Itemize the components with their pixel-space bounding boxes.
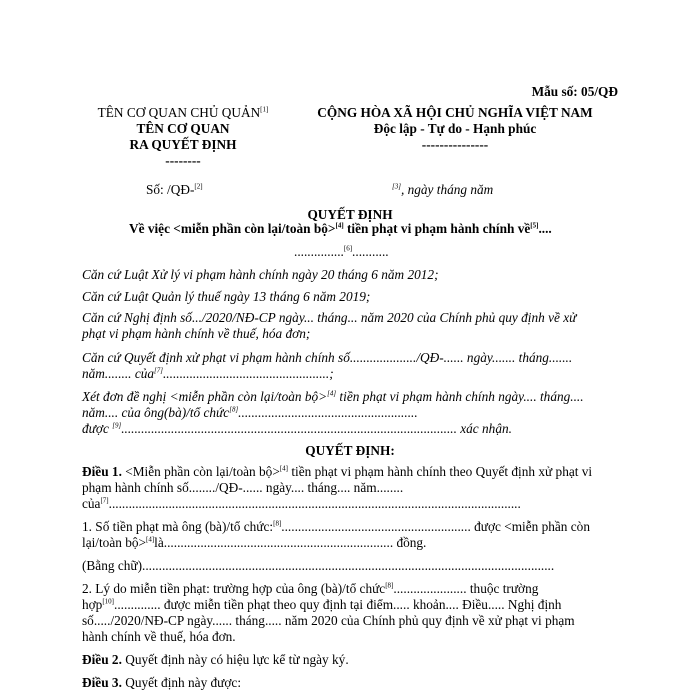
place-date: [3], ngày tháng năm <box>392 182 494 197</box>
article3: Điều 3. Quyết định này được: <box>82 675 242 690</box>
header-right <box>290 105 620 153</box>
national-motto: Độc lập - Tự do - Hạnh phúc <box>373 121 537 136</box>
left-divider: -------- <box>165 153 201 168</box>
agency-name: TÊN CƠ QUAN <box>136 121 230 136</box>
national-title: CỘNG HÒA XÃ HỘI CHỦ NGHĨA VIỆT NAM <box>317 105 593 120</box>
agency-parent: TÊN CƠ QUAN CHỦ QUẢN[1] <box>97 105 269 120</box>
decision-number: Số: /QĐ-[2] <box>146 182 203 197</box>
right-divider: --------------- <box>421 137 489 152</box>
basis-decree-line2: phạt vi phạm hành chính về thuế, hóa đơn; <box>82 326 311 341</box>
agency-issuer: RA QUYẾT ĐỊNH <box>129 137 237 152</box>
request-line3: được [9]..................................................................................................... xác nhận. <box>82 421 512 436</box>
document-title: QUYẾT ĐỊNH <box>307 207 393 222</box>
article1-line3: của[7]............................................................................................................................ <box>82 496 521 511</box>
basis-decree-line1: Căn cứ Nghị định số.../2020/NĐ-CP ngày... tháng... năm 2020 của Chính phủ quy định về xử <box>82 310 577 325</box>
item1-amount-words: (Bằng chữ)............................................................................................................................ <box>82 558 555 573</box>
item2-line4: hành chính về thuế, hóa đơn. <box>82 629 236 644</box>
item1-line2: lại/toàn bộ>[4]là..................................................................... đồng. <box>82 535 427 550</box>
item2-line2: hợp[10].............. được miễn tiền phạt theo quy định tại điểm..... khoản.... Điều..... Nghị định <box>82 597 562 612</box>
request-line2: năm.... của ông(bà)/tổ chức[8]...................................................... <box>82 405 418 420</box>
document-subject: Về việc <miễn phần còn lại/toàn bộ>[4] tiền phạt vi phạm hành chính về[5].... <box>129 221 552 236</box>
request-line1: Xét đơn đề nghị <miễn phần còn lại/toàn bộ>[4] tiền phạt vi phạm hành chính ngày.... tháng.... <box>82 389 584 404</box>
article1-line1: Điều 1. <Miễn phần còn lại/toàn bộ>[4] tiền phạt vi phạm hành chính theo Quyết định xử phạt vi <box>82 464 593 479</box>
article2: Điều 2. Quyết định này có hiệu lực kể từ ngày ký. <box>82 652 349 667</box>
basis-penalty-line2: năm........ của[7]..................................................; <box>82 366 334 381</box>
item2-line3: số...../2020/NĐ-CP ngày...... tháng..... năm 2020 của Chính phủ quy định về xử phạt vi phạm <box>82 613 575 628</box>
article1-line2: phạm hành chính số......../QĐ-...... ngày.... tháng.... năm........ <box>82 480 404 495</box>
basis-law-admin: Căn cứ Luật Xử lý vi phạm hành chính ngày 20 tháng 6 năm 2012; <box>82 267 439 282</box>
basis-law-tax: Căn cứ Luật Quản lý thuế ngày 13 tháng 6 năm 2019; <box>82 289 371 304</box>
issuing-authority: ...............[6]........... <box>294 244 389 259</box>
item2-line1: 2. Lý do miễn tiền phạt: trường hợp của ông (bà)/tổ chức[8]...................... thuộc trường <box>82 581 539 596</box>
basis-penalty-line1: Căn cứ Quyết định xử phạt vi phạm hành chính số..................../QĐ-...... ngày....... tháng....... <box>82 350 573 365</box>
item1-line1: 1. Số tiền phạt mà ông (bà)/tổ chức:[8]......................................................... được <miễn phần còn <box>82 519 590 534</box>
decision-heading: QUYẾT ĐỊNH: <box>305 443 395 458</box>
form-number: Mẫu số: 05/QĐ <box>531 84 618 99</box>
header-left <box>88 105 278 169</box>
